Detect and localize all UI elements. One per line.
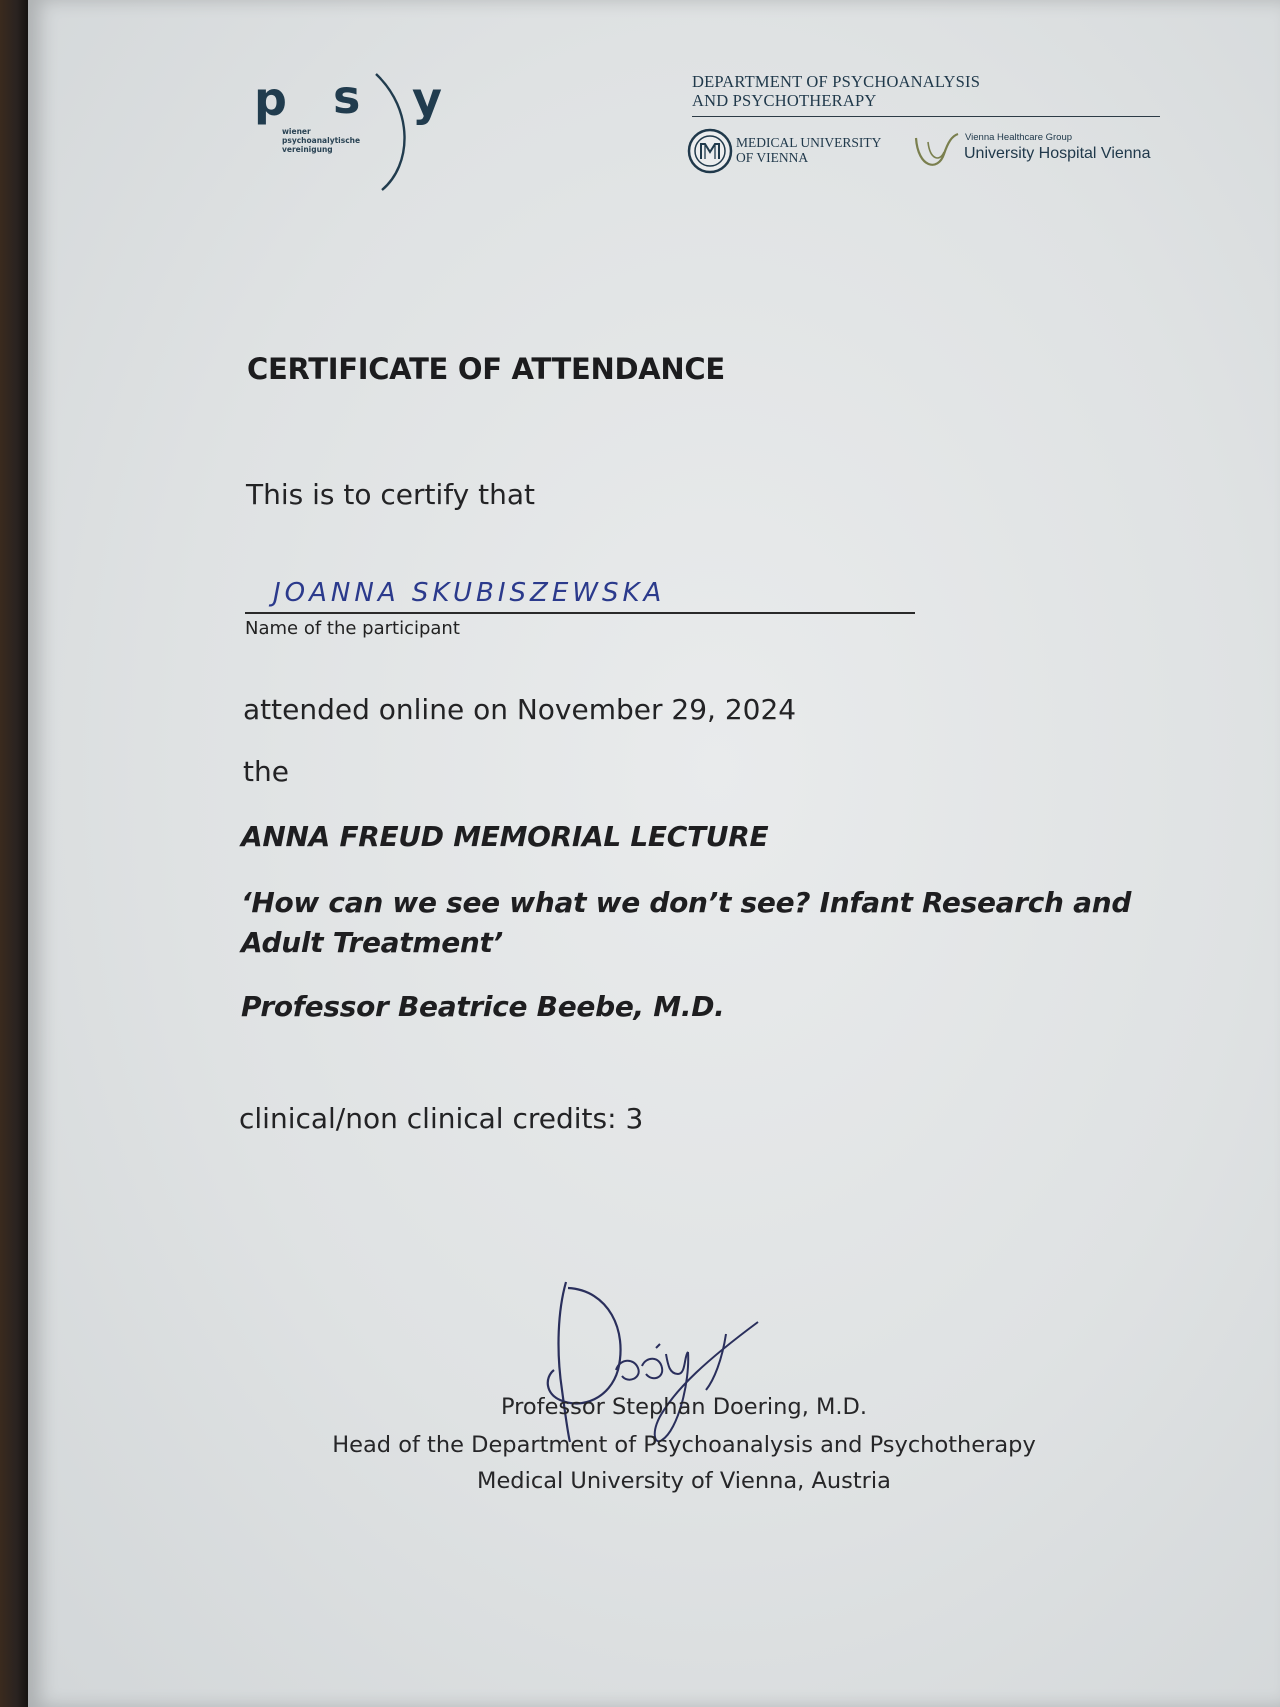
- lecture-name: ANNA FREUD MEMORIAL LECTURE: [241, 820, 769, 853]
- psy-logo-subtitle: [282, 127, 372, 154]
- participant-name-handwritten: JOANNA SKUBISZEWSKA: [273, 578, 666, 608]
- meduni-seal-icon: [687, 128, 733, 174]
- vhg-group-label: Vienna Healthcare Group: [965, 132, 1073, 143]
- psy-subtitle-line: wiener: [282, 127, 311, 136]
- credits: clinical/non clinical credits: 3: [239, 1102, 644, 1135]
- certificate-title: CERTIFICATE OF ATTENDANCE: [247, 352, 725, 386]
- signatory-role: Head of the Department of Psychoanalysis and Psychotherapy: [332, 1432, 1036, 1458]
- speaker-name: Professor Beatrice Beebe, M.D.: [241, 990, 725, 1023]
- participant-name-line: [245, 612, 915, 614]
- psy-letter-p: p: [254, 72, 287, 126]
- meduni-line-2: OF VIENNA: [736, 150, 809, 165]
- psy-subtitle-line: vereinigung: [282, 145, 333, 154]
- department-line-1: DEPARTMENT OF PSYCHOANALYSIS: [692, 72, 981, 91]
- meduni-line-1: MEDICAL UNIVERSITY: [736, 135, 882, 150]
- lecture-title-line-1: ‘How can we see what we don’t see? Infant Research and: [241, 886, 1132, 919]
- psy-letter-y: y: [412, 72, 442, 126]
- signatory-name: Professor Stephan Doering, M.D.: [500, 1394, 868, 1420]
- lecture-title-line-2: Adult Treatment’: [241, 926, 503, 959]
- handwritten-signature-icon: [538, 1270, 778, 1450]
- psy-subtitle-line: psychoanalytische: [282, 136, 361, 145]
- participant-name-label: Name of the participant: [245, 618, 460, 639]
- header-divider: [692, 116, 1160, 117]
- certificate-paper: [28, 0, 1280, 1707]
- psy-letter-s: s: [333, 70, 361, 124]
- document-edge: [0, 0, 28, 1707]
- certify-intro: This is to certify that: [246, 478, 535, 511]
- psy-logo-arc-icon: [368, 70, 428, 195]
- vhg-logo-icon: [912, 128, 962, 174]
- article-the: the: [243, 755, 289, 788]
- signatory-institution: Medical University of Vienna, Austria: [477, 1468, 891, 1494]
- department-header: [692, 72, 1162, 110]
- department-line-2: AND PSYCHOTHERAPY: [692, 91, 877, 110]
- attendance-date: attended online on November 29, 2024: [243, 693, 797, 726]
- meduni-wordmark: [736, 135, 881, 165]
- hospital-name: University Hospital Vienna: [964, 145, 1151, 162]
